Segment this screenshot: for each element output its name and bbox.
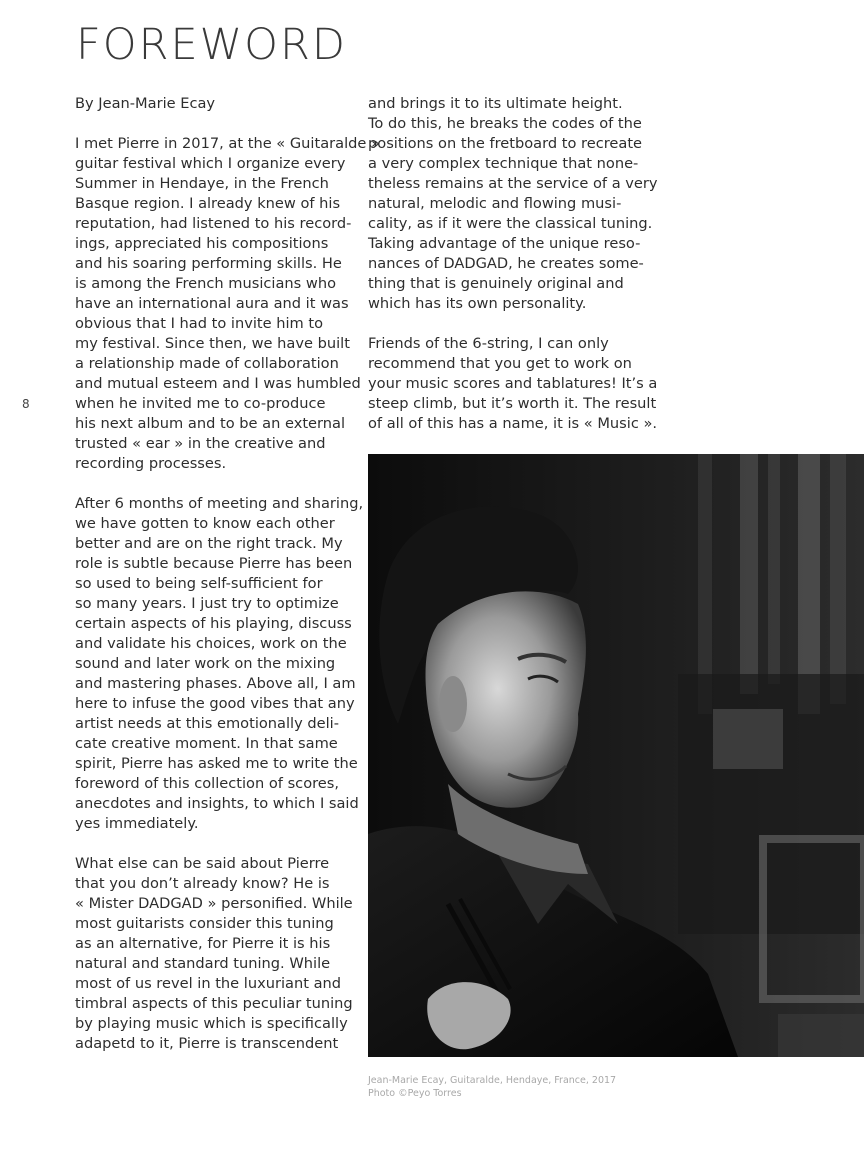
text-line: To do this, he breaks the codes of the [368, 115, 642, 132]
text-line: as an alternative, for Pierre it is his [75, 935, 331, 952]
text-line: I met Pierre in 2017, at the « Guitaralde » [75, 135, 380, 152]
text-line: and mastering phases. Above all, I am [75, 675, 356, 692]
text-line: my festival. Since then, we have built [75, 335, 350, 352]
text-line: better and are on the right track. My [75, 535, 343, 552]
text-line: positions on the fretboard to recreate [368, 135, 643, 152]
text-line: Taking advantage of the unique reso- [368, 235, 641, 252]
left-text-column [75, 94, 380, 1054]
text-line: foreword of this collection of scores, [75, 775, 340, 792]
text-line: which has its own personality. [368, 295, 587, 312]
text-line: cality, as if it were the classical tuning. [368, 215, 653, 232]
right-text-column [368, 94, 662, 434]
text-line: most guitarists consider this tuning [75, 915, 334, 932]
portrait-photo [368, 454, 864, 1057]
text-line: yes immediately. [75, 815, 199, 832]
text-line: here to infuse the good vibes that any [75, 695, 355, 712]
text-line: anecdotes and insights, to which I said [75, 795, 359, 812]
text-line: Summer in Hendaye, in the French [75, 175, 329, 192]
text-line: spirit, Pierre has asked me to write the [75, 755, 358, 772]
page-title: FOREWORD [76, 20, 347, 70]
text-line: recommend that you get to work on [368, 355, 632, 372]
text-line: when he invited me to co-produce [75, 395, 326, 412]
text-line: so used to being self-sufficient for [75, 575, 323, 592]
portrait-photo-drawing [368, 454, 864, 1057]
text-line: After 6 months of meeting and sharing, [75, 495, 364, 512]
text-line: that you don’t already know? He is [75, 875, 330, 892]
text-line: obvious that I had to invite him to [75, 315, 324, 332]
text-line: What else can be said about Pierre [75, 855, 330, 872]
text-line: is among the French musicians who [75, 275, 337, 292]
caption-line: Jean-Marie Ecay, Guitaralde, Hendaye, France, 2017 [368, 1075, 617, 1086]
text-line: his next album and to be an external [75, 415, 346, 432]
text-line: sound and later work on the mixing [75, 655, 336, 672]
text-line: By Jean-Marie Ecay [75, 95, 216, 112]
text-line: a very complex technique that none- [368, 155, 639, 172]
text-line: nances of DADGAD, he creates some- [368, 255, 644, 272]
text-line: a relationship made of collaboration [75, 355, 339, 372]
text-line: Basque region. I already knew of his [75, 195, 341, 212]
text-line: ings, appreciated his compositions [75, 235, 329, 252]
text-line: reputation, had listened to his record- [75, 215, 352, 232]
text-line: artist needs at this emotionally deli- [75, 715, 339, 732]
text-line: we have gotten to know each other [75, 515, 335, 532]
text-line: guitar festival which I organize every [75, 155, 346, 172]
text-line: timbral aspects of this peculiar tuning [75, 995, 353, 1012]
text-line: and validate his choices, work on the [75, 635, 347, 652]
text-line: trusted « ear » in the creative and [75, 435, 326, 452]
text-line: natural, melodic and flowing musi- [368, 195, 622, 212]
text-line: and his soaring performing skills. He [75, 255, 342, 272]
text-line: « Mister DADGAD » personified. While [75, 895, 353, 912]
paragraph-gap [75, 114, 361, 134]
text-line: natural and standard tuning. While [75, 955, 331, 972]
text-line: and brings it to its ultimate height. [368, 95, 623, 112]
text-line: recording processes. [75, 455, 227, 472]
paragraph-gap [75, 834, 361, 854]
page-number: 8 [22, 397, 30, 411]
text-line: thing that is genuinely original and [368, 275, 624, 292]
caption-line: Photo ©Peyo Torres [368, 1087, 462, 1099]
text-line: most of us revel in the luxuriant and [75, 975, 342, 992]
paragraph-gap [75, 474, 361, 494]
text-line: by playing music which is specifically [75, 1015, 348, 1032]
text-line: cate creative moment. In that same [75, 735, 338, 752]
text-line: steep climb, but it’s worth it. The result [368, 395, 657, 412]
text-line: certain aspects of his playing, discuss [75, 615, 352, 632]
text-line: role is subtle because Pierre has been [75, 555, 353, 572]
photo-caption [368, 1075, 616, 1100]
paragraph-gap [368, 314, 662, 334]
text-line: so many years. I just try to optimize [75, 595, 339, 612]
text-line: have an international aura and it was [75, 295, 349, 312]
text-line: and mutual esteem and I was humbled [75, 375, 361, 392]
text-line: theless remains at the service of a very [368, 175, 658, 192]
text-line: of all of this has a name, it is « Music ». [368, 415, 658, 432]
text-line: Friends of the 6-string, I can only [368, 335, 609, 352]
text-line: your music scores and tablatures! It’s a [368, 375, 658, 392]
text-line: adapetd to it, Pierre is transcendent [75, 1035, 339, 1052]
